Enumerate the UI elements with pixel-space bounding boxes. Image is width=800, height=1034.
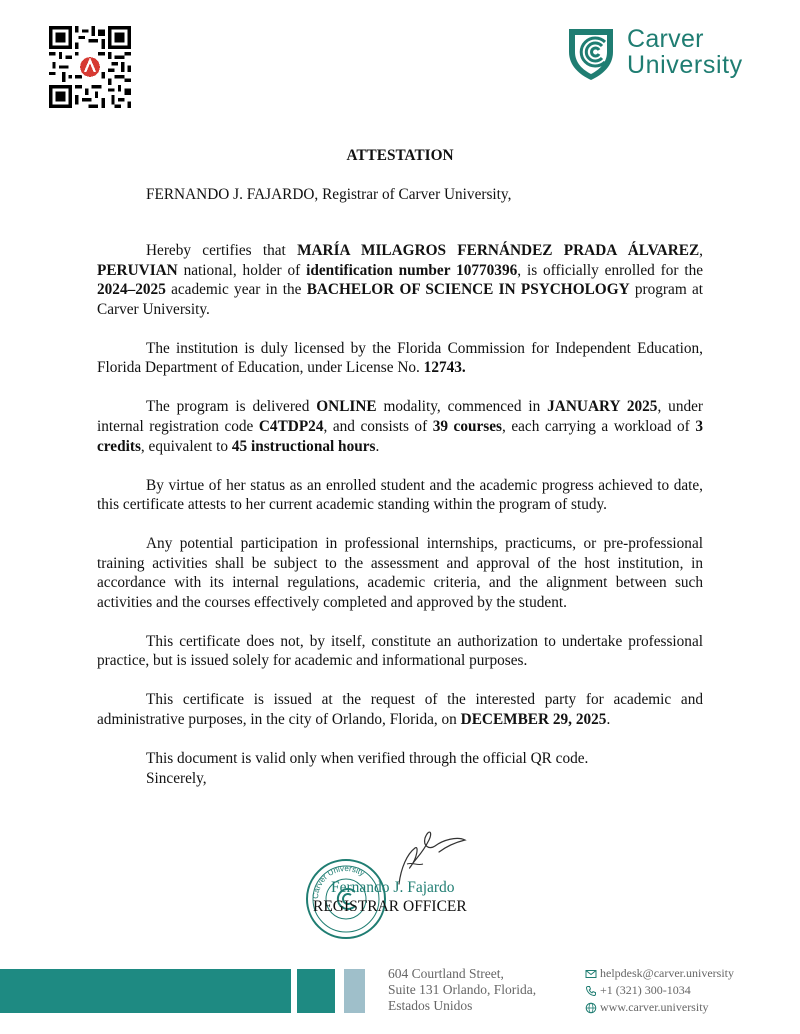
document-title: ATTESTATION (346, 147, 454, 164)
course-count: 39 courses (432, 417, 502, 435)
signatory-name: Fernando J. Fajardo (331, 879, 455, 896)
qr-code-icon (49, 26, 131, 108)
license-number: 12743. (423, 359, 466, 377)
intro-line: FERNANDO J. FAJARDO, Registrar of Carver University, (146, 186, 512, 203)
start-date: JANUARY 2025 (547, 398, 658, 416)
paragraph-standing: By virtue of her status as an enrolled student and the academic progress achieved to date, this certificate attests to her current academic standing within the program of study. (97, 476, 703, 514)
footer-address: 604 Courtland Street, Suite 131 Orlando, Florida, Estados Unidos (388, 966, 537, 1014)
instructional-hours: 45 instructional hours (231, 437, 376, 455)
program-name: BACHELOR OF SCIENCE IN PSYCHOLOGY (306, 281, 630, 299)
paragraph-license: The institution is duly licensed by the Florida Commission for Independent Education, Florida Department of Education, under License No. 12743. (97, 339, 703, 377)
phone-icon (585, 985, 597, 997)
contact-website[interactable]: www.carver.university (585, 999, 734, 1016)
credit-count: 3 credits (97, 417, 703, 455)
paragraph-issuance: This certificate is issued at the request of the interested party for academic and administrative purposes, in the city of Orlando, Florida, on DECEMBER 29, 2025. (97, 691, 703, 729)
logo-wordmark (627, 26, 743, 78)
contact-phone[interactable]: +1 (321) 300-1034 (585, 982, 734, 999)
student-name: MARÍA MILAGROS FERNÁNDEZ PRADA ÁLVAREZ (297, 242, 700, 259)
paragraph-internships: Any potential participation in professional internships, practicums, or pre-professional training activities shall be subject to the assessment and approval of the host institution, in accordance with its internal regulations, academic criteria, and the alignment between such activities and the courses effectively completed and approved by the student. (97, 535, 703, 611)
closing: Sincerely, (146, 769, 207, 787)
globe-icon (585, 1002, 597, 1014)
academic-year: 2024–2025 (97, 281, 166, 299)
nationality: PERUVIAN (97, 261, 178, 279)
logo-line-1: Carver (627, 25, 704, 53)
paragraph-disclaimer: This certificate does not, by itself, constitute an authorization to undertake professional practice, but is issued solely for academic and informational purposes. (97, 632, 703, 670)
shield-logo-icon (565, 26, 617, 82)
modality: ONLINE (316, 398, 377, 416)
footer-accent-block (297, 969, 335, 1013)
university-logo (565, 26, 775, 82)
paragraph-program-details: The program is delivered ONLINE modality, commenced in JANUARY 2025, under internal registration code C4TDP24, and consists of 39 courses, each carrying a workload of 3 credits, equivalent to 45 instructional hours. (97, 398, 704, 455)
paragraph-certification: Hereby certifies that MARÍA MILAGROS FERNÁNDEZ PRADA ÁLVAREZ, PERUVIAN national, holder of identification number 10770396, is officially enrolled for the 2024–2025 academic year in the BACHELOR OF SCIENCE IN PSYCHOLOGY program at Carver University. (97, 242, 704, 318)
identification-number: identification number 10770396 (306, 261, 518, 279)
signatory-role: REGISTRAR OFFICER (313, 898, 467, 915)
logo-line-2: University (627, 51, 743, 79)
contact-email[interactable]: helpdesk@carver.university (585, 965, 734, 982)
registration-code: C4TDP24 (258, 417, 324, 435)
document-body (97, 241, 703, 788)
handwritten-signature (377, 818, 477, 886)
svg-text:Carver University: Carver University (310, 863, 367, 900)
footer-contact (585, 965, 734, 1016)
mail-icon (585, 968, 597, 980)
paragraph-verification: This document is valid only when verified through the official QR code. (146, 750, 589, 768)
footer-secondary-block (344, 969, 365, 1013)
issue-date: DECEMBER 29, 2025 (460, 711, 607, 729)
signature-block (305, 818, 505, 943)
footer-accent-bar (0, 969, 291, 1013)
